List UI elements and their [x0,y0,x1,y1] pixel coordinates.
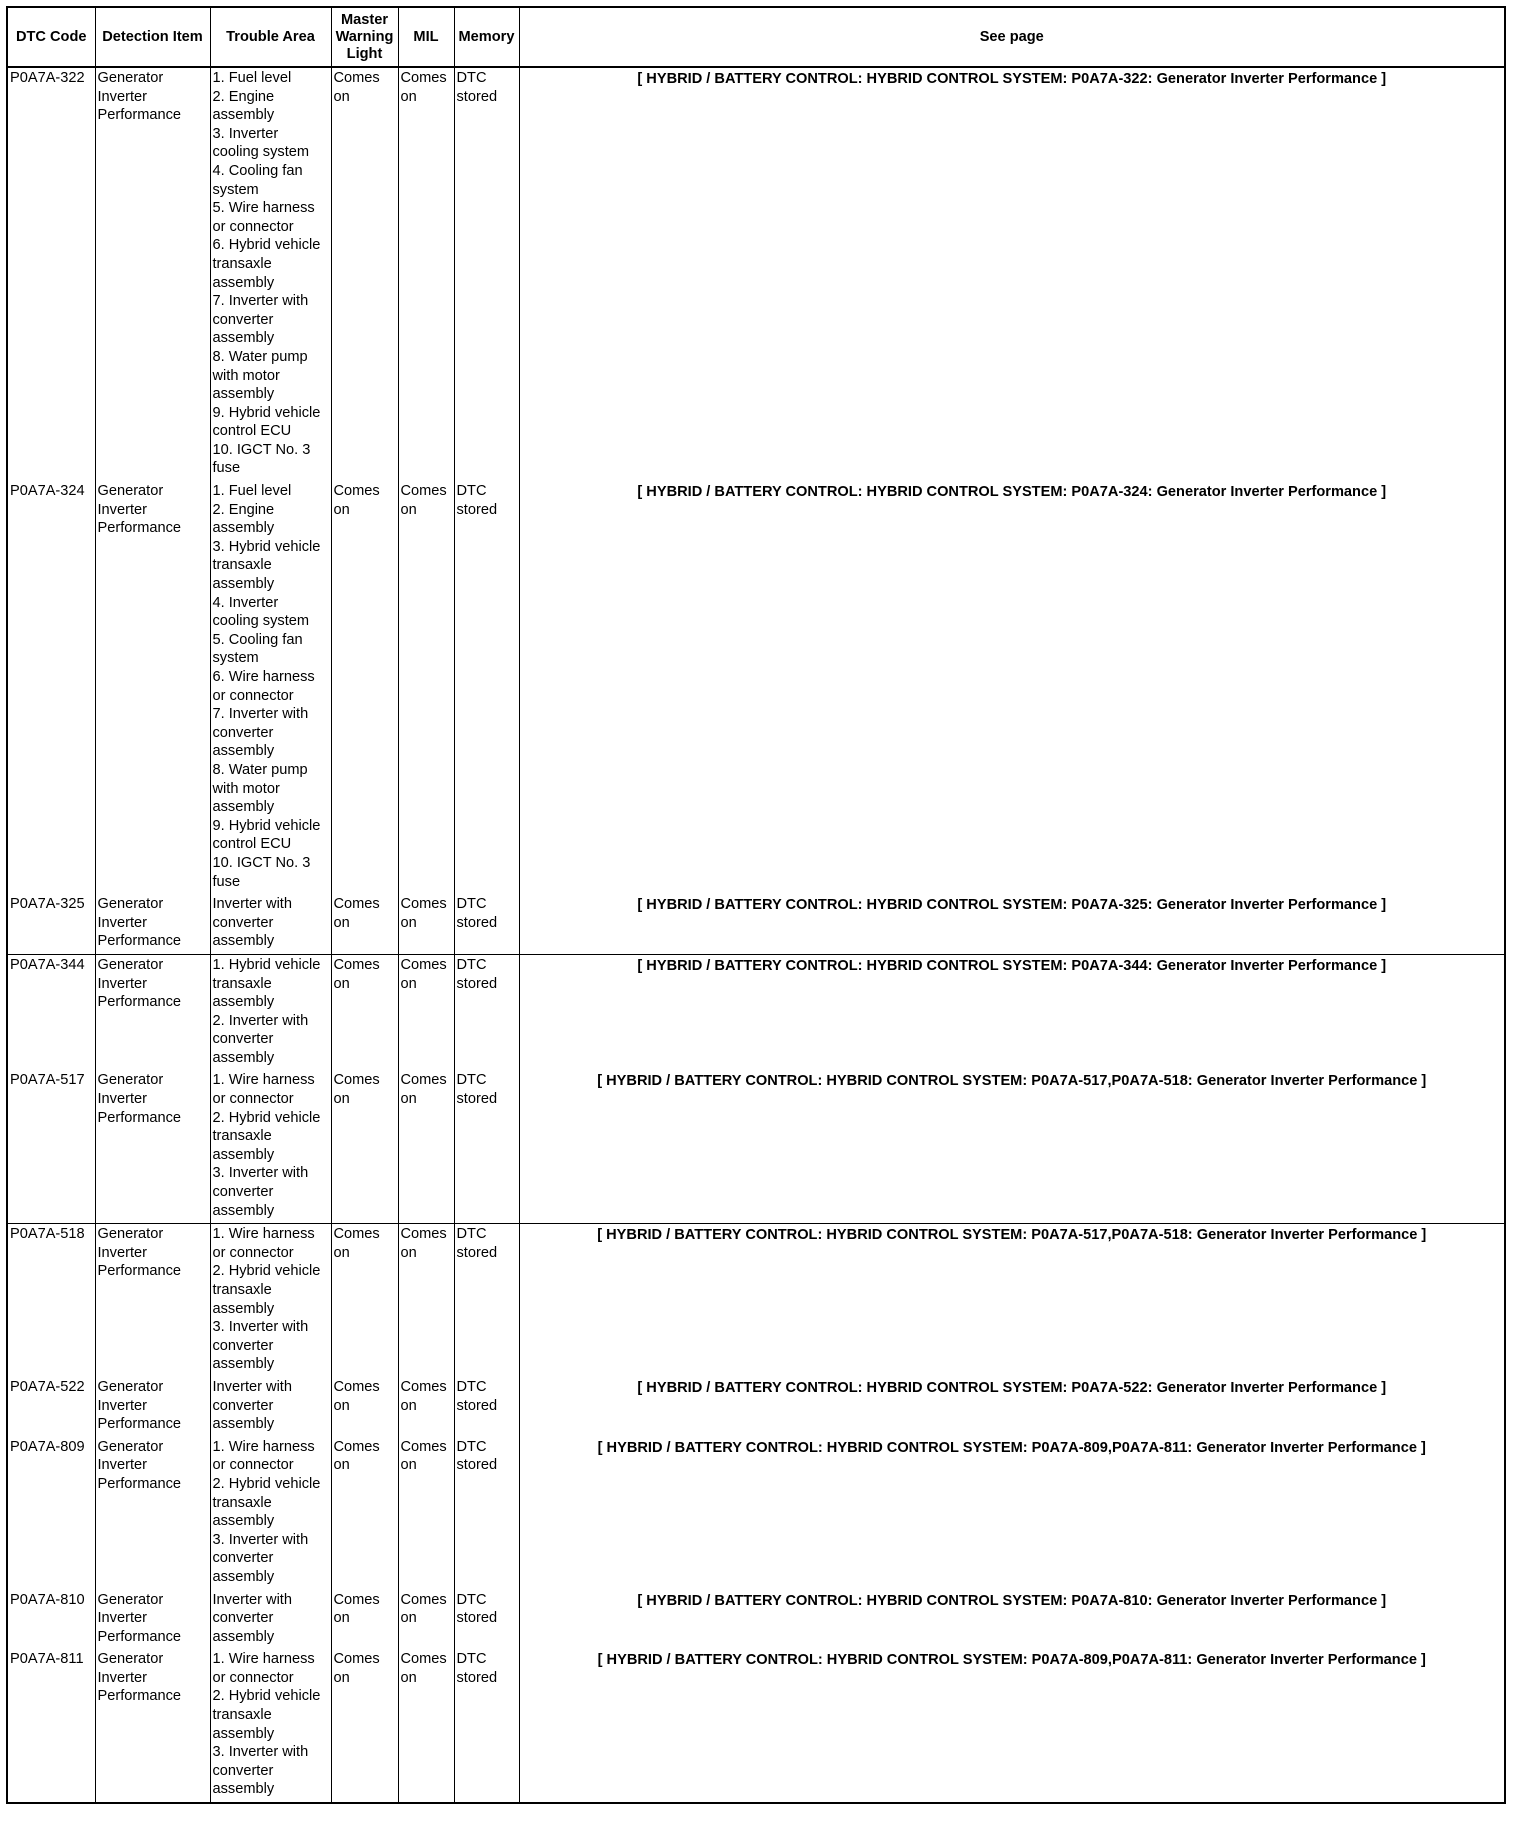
mil-cell: Comes on [398,1377,454,1437]
detection-item-cell: Generator Inverter Performance [95,1649,210,1803]
see-page-link[interactable]: [ HYBRID / BATTERY CONTROL: HYBRID CONTROL SYSTEM: P0A7A-322: Generator Inverter Performance ] [519,67,1505,481]
header-dtc-code: DTC Code [7,7,95,67]
see-page-link[interactable]: [ HYBRID / BATTERY CONTROL: HYBRID CONTROL SYSTEM: P0A7A-809,P0A7A-811: Generator Inverter Performance ] [519,1437,1505,1590]
table-row [7,481,1505,894]
table-row [7,1224,1505,1377]
see-page-link[interactable]: [ HYBRID / BATTERY CONTROL: HYBRID CONTROL SYSTEM: P0A7A-324: Generator Inverter Performance ] [519,481,1505,894]
master-warning-light-cell: Comes on [331,1649,398,1803]
detection-item-cell: Generator Inverter Performance [95,1070,210,1223]
table-row [7,954,1505,1070]
master-warning-light-cell: Comes on [331,1437,398,1590]
mil-cell: Comes on [398,1224,454,1377]
table-row [7,1649,1505,1803]
trouble-area-cell: 1. Fuel level 2. Engine assembly 3. Inverter cooling system 4. Cooling fan system 5. Wire harness or connector 6. Hybrid vehicle transaxle assembly 7. Inverter with converter assembly 8. Water pump with motor assembly 9. Hybrid vehicle control ECU 10. IGCT No. 3 fuse [210,67,331,481]
detection-item-cell: Generator Inverter Performance [95,954,210,1070]
master-warning-light-cell: Comes on [331,481,398,894]
memory-cell: DTC stored [454,1377,519,1437]
memory-cell: DTC stored [454,1224,519,1377]
trouble-area-cell: Inverter with converter assembly [210,1590,331,1650]
dtc-code-cell: P0A7A-518 [7,1224,95,1377]
dtc-table [6,6,1506,1804]
master-warning-light-cell: Comes on [331,894,398,954]
dtc-code-cell: P0A7A-517 [7,1070,95,1223]
see-page-link[interactable]: [ HYBRID / BATTERY CONTROL: HYBRID CONTROL SYSTEM: P0A7A-809,P0A7A-811: Generator Inverter Performance ] [519,1649,1505,1803]
memory-cell: DTC stored [454,481,519,894]
dtc-code-cell: P0A7A-325 [7,894,95,954]
see-page-link[interactable]: [ HYBRID / BATTERY CONTROL: HYBRID CONTROL SYSTEM: P0A7A-325: Generator Inverter Performance ] [519,894,1505,954]
table-row [7,1070,1505,1223]
trouble-area-cell: 1. Wire harness or connector 2. Hybrid vehicle transaxle assembly 3. Inverter with converter assembly [210,1649,331,1803]
mil-cell: Comes on [398,1437,454,1590]
trouble-area-cell: 1. Wire harness or connector 2. Hybrid vehicle transaxle assembly 3. Inverter with converter assembly [210,1070,331,1223]
header-memory: Memory [454,7,519,67]
see-page-link[interactable]: [ HYBRID / BATTERY CONTROL: HYBRID CONTROL SYSTEM: P0A7A-810: Generator Inverter Performance ] [519,1590,1505,1650]
detection-item-cell: Generator Inverter Performance [95,1224,210,1377]
table-row [7,894,1505,954]
see-page-link[interactable]: [ HYBRID / BATTERY CONTROL: HYBRID CONTROL SYSTEM: P0A7A-344: Generator Inverter Performance ] [519,954,1505,1070]
mil-cell: Comes on [398,67,454,481]
master-warning-light-cell: Comes on [331,1377,398,1437]
detection-item-cell: Generator Inverter Performance [95,67,210,481]
mil-cell: Comes on [398,1649,454,1803]
table-body [7,67,1505,1803]
memory-cell: DTC stored [454,894,519,954]
trouble-area-cell: 1. Wire harness or connector 2. Hybrid vehicle transaxle assembly 3. Inverter with converter assembly [210,1437,331,1590]
dtc-code-cell: P0A7A-811 [7,1649,95,1803]
table-row [7,1377,1505,1437]
detection-item-cell: Generator Inverter Performance [95,894,210,954]
master-warning-light-cell: Comes on [331,67,398,481]
see-page-link[interactable]: [ HYBRID / BATTERY CONTROL: HYBRID CONTROL SYSTEM: P0A7A-522: Generator Inverter Performance ] [519,1377,1505,1437]
see-page-link[interactable]: [ HYBRID / BATTERY CONTROL: HYBRID CONTROL SYSTEM: P0A7A-517,P0A7A-518: Generator Inverter Performance ] [519,1070,1505,1223]
dtc-code-cell: P0A7A-809 [7,1437,95,1590]
trouble-area-cell: 1. Wire harness or connector 2. Hybrid vehicle transaxle assembly 3. Inverter with converter assembly [210,1224,331,1377]
master-warning-light-cell: Comes on [331,1224,398,1377]
table-row [7,67,1505,481]
dtc-code-cell: P0A7A-522 [7,1377,95,1437]
detection-item-cell: Generator Inverter Performance [95,1590,210,1650]
dtc-code-cell: P0A7A-810 [7,1590,95,1650]
header-row [7,7,1505,67]
master-warning-light-cell: Comes on [331,1590,398,1650]
table-header [7,7,1505,67]
dtc-code-cell: P0A7A-324 [7,481,95,894]
see-page-link[interactable]: [ HYBRID / BATTERY CONTROL: HYBRID CONTROL SYSTEM: P0A7A-517,P0A7A-518: Generator Inverter Performance ] [519,1224,1505,1377]
trouble-area-cell: Inverter with converter assembly [210,894,331,954]
detection-item-cell: Generator Inverter Performance [95,1377,210,1437]
detection-item-cell: Generator Inverter Performance [95,1437,210,1590]
master-warning-light-cell: Comes on [331,1070,398,1223]
header-master-warning-light: Master Warning Light [331,7,398,67]
mil-cell: Comes on [398,1070,454,1223]
trouble-area-cell: 1. Hybrid vehicle transaxle assembly 2. Inverter with converter assembly [210,954,331,1070]
memory-cell: DTC stored [454,67,519,481]
table-row [7,1437,1505,1590]
dtc-code-cell: P0A7A-322 [7,67,95,481]
memory-cell: DTC stored [454,1070,519,1223]
mil-cell: Comes on [398,1590,454,1650]
header-trouble-area: Trouble Area [210,7,331,67]
header-detection-item: Detection Item [95,7,210,67]
header-mil: MIL [398,7,454,67]
mil-cell: Comes on [398,481,454,894]
header-see-page: See page [519,7,1505,67]
dtc-code-cell: P0A7A-344 [7,954,95,1070]
memory-cell: DTC stored [454,1649,519,1803]
trouble-area-cell: 1. Fuel level 2. Engine assembly 3. Hybrid vehicle transaxle assembly 4. Inverter cooling system 5. Cooling fan system 6. Wire harness or connector 7. Inverter with converter assembly 8. Water pump with motor assembly 9. Hybrid vehicle control ECU 10. IGCT No. 3 fuse [210,481,331,894]
mil-cell: Comes on [398,954,454,1070]
memory-cell: DTC stored [454,954,519,1070]
memory-cell: DTC stored [454,1437,519,1590]
memory-cell: DTC stored [454,1590,519,1650]
master-warning-light-cell: Comes on [331,954,398,1070]
detection-item-cell: Generator Inverter Performance [95,481,210,894]
mil-cell: Comes on [398,894,454,954]
trouble-area-cell: Inverter with converter assembly [210,1377,331,1437]
table-row [7,1590,1505,1650]
